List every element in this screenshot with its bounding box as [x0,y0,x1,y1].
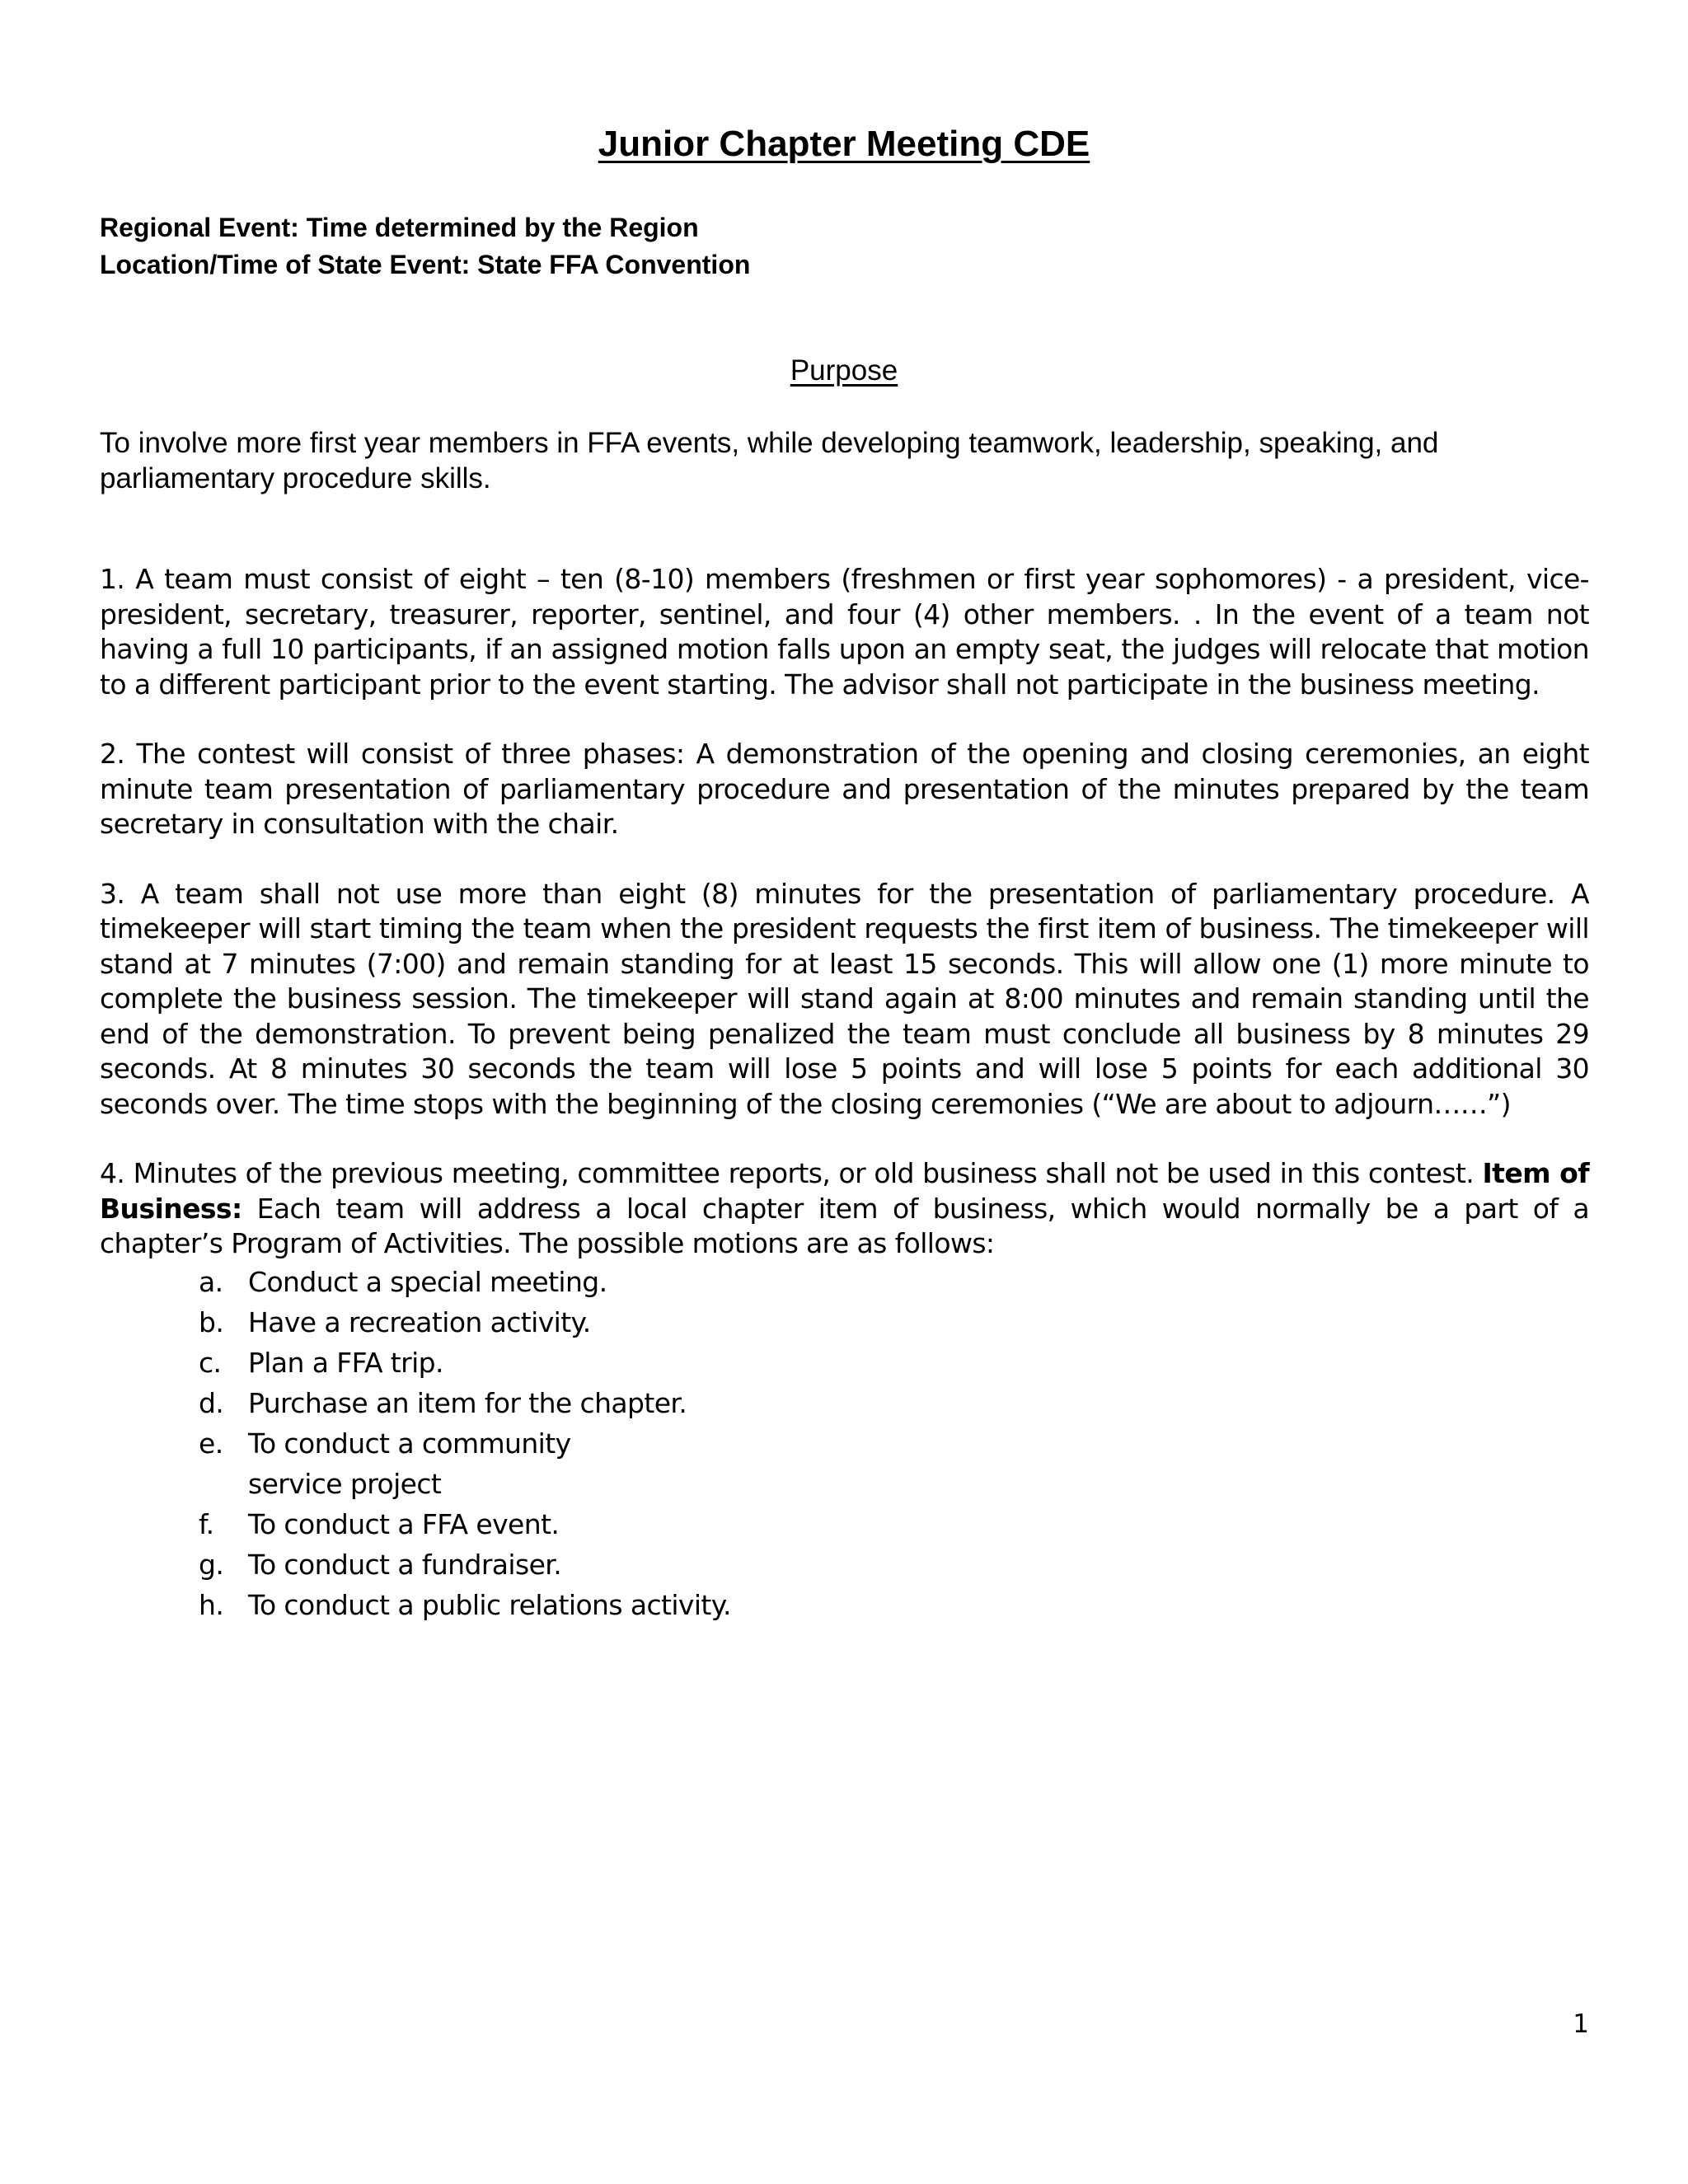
list-item-text: To conduct a public relations activity. [248,1588,731,1621]
page-number: 1 [1573,2009,1589,2039]
list-item [199,1544,734,1585]
regional-event-line: Regional Event: Time determined by the Region [100,213,699,242]
rules-section [100,562,1589,1625]
item-of-business-label: Item of Business: [100,1157,1590,1225]
list-item [199,1423,660,1504]
purpose-paragraph: To involve more first year members in FFA events, while developing teamwork, leadership, speaking, and parliamentary procedure skills. [100,427,1439,494]
rule-4-intro: 4. Minutes of the previous meeting, committee reports, or old business shall not be used in this contest. [100,1157,1475,1189]
list-item-letter: f. [199,1507,214,1540]
list-item-text: To conduct a fundraiser. [248,1548,562,1581]
list-item-letter: a. [199,1265,223,1298]
list-item-letter: b. [199,1305,224,1338]
list-item-letter: d. [199,1386,224,1419]
list-item [199,1504,734,1544]
state-event-line: Location/Time of State Event: State FFA Convention [100,250,751,279]
motions-list [100,1262,1589,1625]
purpose-heading: Purpose [790,354,898,387]
document-title: Junior Chapter Meeting CDE [598,124,1090,164]
rule-paragraph-1: 1. A team must consist of eight – ten (8-10) members (freshmen or first year sophomores) - a president, vice-president, secretary, treasurer, reporter, sentinel, and four (4) other members. . In the event of a team not having a full 10 participants, if an assigned motion falls upon an empty seat, the judges will relocate that motion to a different participant prior to the event starting. The advisor shall not participate in the business meeting. [100,563,1589,701]
list-item-letter: h. [199,1588,224,1621]
list-item [199,1302,734,1343]
list-item [199,1343,734,1383]
list-item-letter: e. [199,1427,223,1460]
list-item-text: To conduct a community service project [248,1427,571,1500]
rule-paragraph-3: 3. A team shall not use more than eight (8) minutes for the presentation of parliamentary procedure. A timekeeper will start timing the team when the president requests the first item of business. The timekeeper will stand at 7 minutes (7:00) and remain standing for at least 15 seconds. This will allow one (1) more minute to complete the business session. The timekeeper will stand again at 8:00 minutes and remain standing until the end of the demonstration. To prevent being penalized the team must conclude all business by 8 minutes 29 seconds. At 8 minutes 30 seconds the team will lose 5 points and will lose 5 points for each additional 30 seconds over. The time stops with the beginning of the closing ceremonies (“We are about to adjourn……”) [100,877,1589,1120]
list-item [199,1585,734,1625]
event-info [100,209,750,284]
list-item-text: Have a recreation activity. [248,1305,591,1338]
list-item-text: Conduct a special meeting. [248,1265,607,1298]
rule-4-text: Each team will address a local chapter item of business, which would normally be a part of a chapter’s Program of Activities. The possible motions are as follows: [100,1192,1589,1259]
rule-paragraph-2: 2. The contest will consist of three phases: A demonstration of the opening and closing ceremonies, an eight minute team presentation of parliamentary procedure and presentation of the minutes prepared by the team secretary in consultation with the chair. [100,738,1589,840]
list-item-text: Plan a FFA trip. [248,1346,443,1379]
list-item-text: To conduct a FFA event. [248,1507,560,1540]
list-item-text: Purchase an item for the chapter. [248,1386,687,1419]
list-item [199,1383,734,1423]
list-item-letter: g. [199,1548,224,1581]
rule-paragraph-4 [100,1156,1589,1262]
list-item-letter: c. [199,1346,222,1379]
list-item [199,1262,734,1302]
